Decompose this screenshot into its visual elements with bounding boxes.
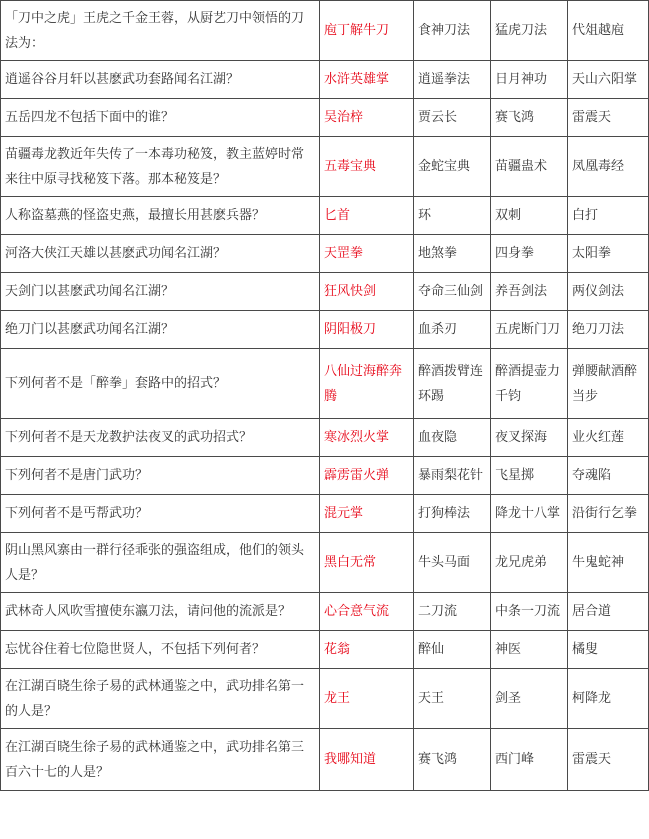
option-cell: 牛鬼蛇神 bbox=[568, 533, 649, 593]
option-cell: 血杀刃 bbox=[414, 311, 491, 349]
question-cell: 忘忧谷住着七位隐世贤人，不包括下列何者？ bbox=[1, 631, 320, 669]
option-cell: 凤凰毒经 bbox=[568, 137, 649, 197]
option-cell: 逍遥拳法 bbox=[414, 61, 491, 99]
quiz-row bbox=[1, 99, 649, 137]
option-cell: 降龙十八掌 bbox=[491, 495, 568, 533]
option-cell: 醉酒提壶力千钧 bbox=[491, 349, 568, 419]
option-cell: 赛飞鸿 bbox=[414, 729, 491, 791]
option-cell: 天山六阳掌 bbox=[568, 61, 649, 99]
quiz-row bbox=[1, 273, 649, 311]
option-cell: 苗疆蛊术 bbox=[491, 137, 568, 197]
quiz-row bbox=[1, 235, 649, 273]
option-cell: 天王 bbox=[414, 669, 491, 729]
answer-cell: 黑白无常 bbox=[320, 533, 414, 593]
quiz-row bbox=[1, 669, 649, 729]
quiz-row bbox=[1, 593, 649, 631]
option-cell: 猛虎刀法 bbox=[491, 1, 568, 61]
answer-cell: 花翁 bbox=[320, 631, 414, 669]
answer-cell: 吴治梓 bbox=[320, 99, 414, 137]
quiz-row bbox=[1, 137, 649, 197]
question-cell: 下列何者不是「醉拳」套路中的招式？ bbox=[1, 349, 320, 419]
answer-cell: 混元掌 bbox=[320, 495, 414, 533]
option-cell: 打狗棒法 bbox=[414, 495, 491, 533]
option-cell: 二刀流 bbox=[414, 593, 491, 631]
quiz-row bbox=[1, 457, 649, 495]
option-cell: 绝刀刀法 bbox=[568, 311, 649, 349]
answer-cell: 八仙过海醉奔腾 bbox=[320, 349, 414, 419]
option-cell: 日月神功 bbox=[491, 61, 568, 99]
option-cell: 飞星掷 bbox=[491, 457, 568, 495]
question-cell: 下列何者不是丐帮武功？ bbox=[1, 495, 320, 533]
quiz-table-body bbox=[1, 1, 649, 791]
answer-cell: 天罡拳 bbox=[320, 235, 414, 273]
answer-cell: 水浒英雄掌 bbox=[320, 61, 414, 99]
answer-cell: 庖丁解牛刀 bbox=[320, 1, 414, 61]
question-cell: 逍遥谷谷月轩以甚麽武功套路闻名江湖？ bbox=[1, 61, 320, 99]
option-cell: 神医 bbox=[491, 631, 568, 669]
question-cell: 阴山黑风寨由一群行径乖张的强盗组成，他们的领头人是？ bbox=[1, 533, 320, 593]
answer-cell: 阴阳极刀 bbox=[320, 311, 414, 349]
question-cell: 在江湖百晓生徐子易的武林通鉴之中，武功排名第一的人是？ bbox=[1, 669, 320, 729]
option-cell: 雷震天 bbox=[568, 99, 649, 137]
option-cell: 弹腰献酒醉当步 bbox=[568, 349, 649, 419]
option-cell: 橘叟 bbox=[568, 631, 649, 669]
option-cell: 剑圣 bbox=[491, 669, 568, 729]
option-cell: 牛头马面 bbox=[414, 533, 491, 593]
option-cell: 醉仙 bbox=[414, 631, 491, 669]
option-cell: 暴雨梨花针 bbox=[414, 457, 491, 495]
answer-cell: 五毒宝典 bbox=[320, 137, 414, 197]
quiz-row bbox=[1, 1, 649, 61]
question-cell: 天剑门以甚麽武功闻名江湖？ bbox=[1, 273, 320, 311]
question-cell: 下列何者不是天龙教护法夜叉的武功招式？ bbox=[1, 419, 320, 457]
question-cell: 五岳四龙不包括下面中的谁？ bbox=[1, 99, 320, 137]
answer-cell: 霹雳雷火弹 bbox=[320, 457, 414, 495]
question-cell: 苗疆毒龙教近年失传了一本毒功秘笈，教主蓝婷时常来往中原寻找秘笈下落。那本秘笈是？ bbox=[1, 137, 320, 197]
question-cell: 武林奇人风吹雪擅使东瀛刀法，请问他的流派是？ bbox=[1, 593, 320, 631]
option-cell: 柯降龙 bbox=[568, 669, 649, 729]
option-cell: 食神刀法 bbox=[414, 1, 491, 61]
quiz-row bbox=[1, 61, 649, 99]
question-cell: 「刀中之虎」王虎之千金王蓉，从厨艺刀中领悟的刀法为： bbox=[1, 1, 320, 61]
question-cell: 在江湖百晓生徐子易的武林通鉴之中，武功排名第三百六十七的人是？ bbox=[1, 729, 320, 791]
quiz-row bbox=[1, 631, 649, 669]
option-cell: 龙兄虎弟 bbox=[491, 533, 568, 593]
option-cell: 夺命三仙剑 bbox=[414, 273, 491, 311]
answer-cell: 匕首 bbox=[320, 197, 414, 235]
question-cell: 河洛大侠江天雄以甚麽武功闻名江湖？ bbox=[1, 235, 320, 273]
option-cell: 两仪剑法 bbox=[568, 273, 649, 311]
answer-cell: 心合意气流 bbox=[320, 593, 414, 631]
option-cell: 雷震天 bbox=[568, 729, 649, 791]
option-cell: 地煞拳 bbox=[414, 235, 491, 273]
option-cell: 血夜隐 bbox=[414, 419, 491, 457]
quiz-row bbox=[1, 349, 649, 419]
question-cell: 人称盗墓燕的怪盗史燕，最擅长用甚麽兵器？ bbox=[1, 197, 320, 235]
option-cell: 夜叉探海 bbox=[491, 419, 568, 457]
option-cell: 赛飞鸿 bbox=[491, 99, 568, 137]
answer-cell: 我哪知道 bbox=[320, 729, 414, 791]
option-cell: 夺魂陷 bbox=[568, 457, 649, 495]
quiz-row bbox=[1, 197, 649, 235]
option-cell: 五虎断门刀 bbox=[491, 311, 568, 349]
option-cell: 醉酒拨臂连环踢 bbox=[414, 349, 491, 419]
question-cell: 绝刀门以甚麽武功闻名江湖？ bbox=[1, 311, 320, 349]
option-cell: 金蛇宝典 bbox=[414, 137, 491, 197]
answer-cell: 寒冰烈火掌 bbox=[320, 419, 414, 457]
option-cell: 双刺 bbox=[491, 197, 568, 235]
answer-cell: 龙王 bbox=[320, 669, 414, 729]
option-cell: 太阳拳 bbox=[568, 235, 649, 273]
option-cell: 养吾剑法 bbox=[491, 273, 568, 311]
option-cell: 贾云长 bbox=[414, 99, 491, 137]
quiz-row bbox=[1, 311, 649, 349]
option-cell: 白打 bbox=[568, 197, 649, 235]
quiz-row bbox=[1, 419, 649, 457]
answer-cell: 狂风快剑 bbox=[320, 273, 414, 311]
option-cell: 环 bbox=[414, 197, 491, 235]
option-cell: 四身拳 bbox=[491, 235, 568, 273]
option-cell: 西门峰 bbox=[491, 729, 568, 791]
question-cell: 下列何者不是唐门武功？ bbox=[1, 457, 320, 495]
option-cell: 代俎越庖 bbox=[568, 1, 649, 61]
quiz-row bbox=[1, 533, 649, 593]
quiz-row bbox=[1, 729, 649, 791]
quiz-row bbox=[1, 495, 649, 533]
option-cell: 中条一刀流 bbox=[491, 593, 568, 631]
option-cell: 业火红莲 bbox=[568, 419, 649, 457]
option-cell: 沿街行乞拳 bbox=[568, 495, 649, 533]
option-cell: 居合道 bbox=[568, 593, 649, 631]
